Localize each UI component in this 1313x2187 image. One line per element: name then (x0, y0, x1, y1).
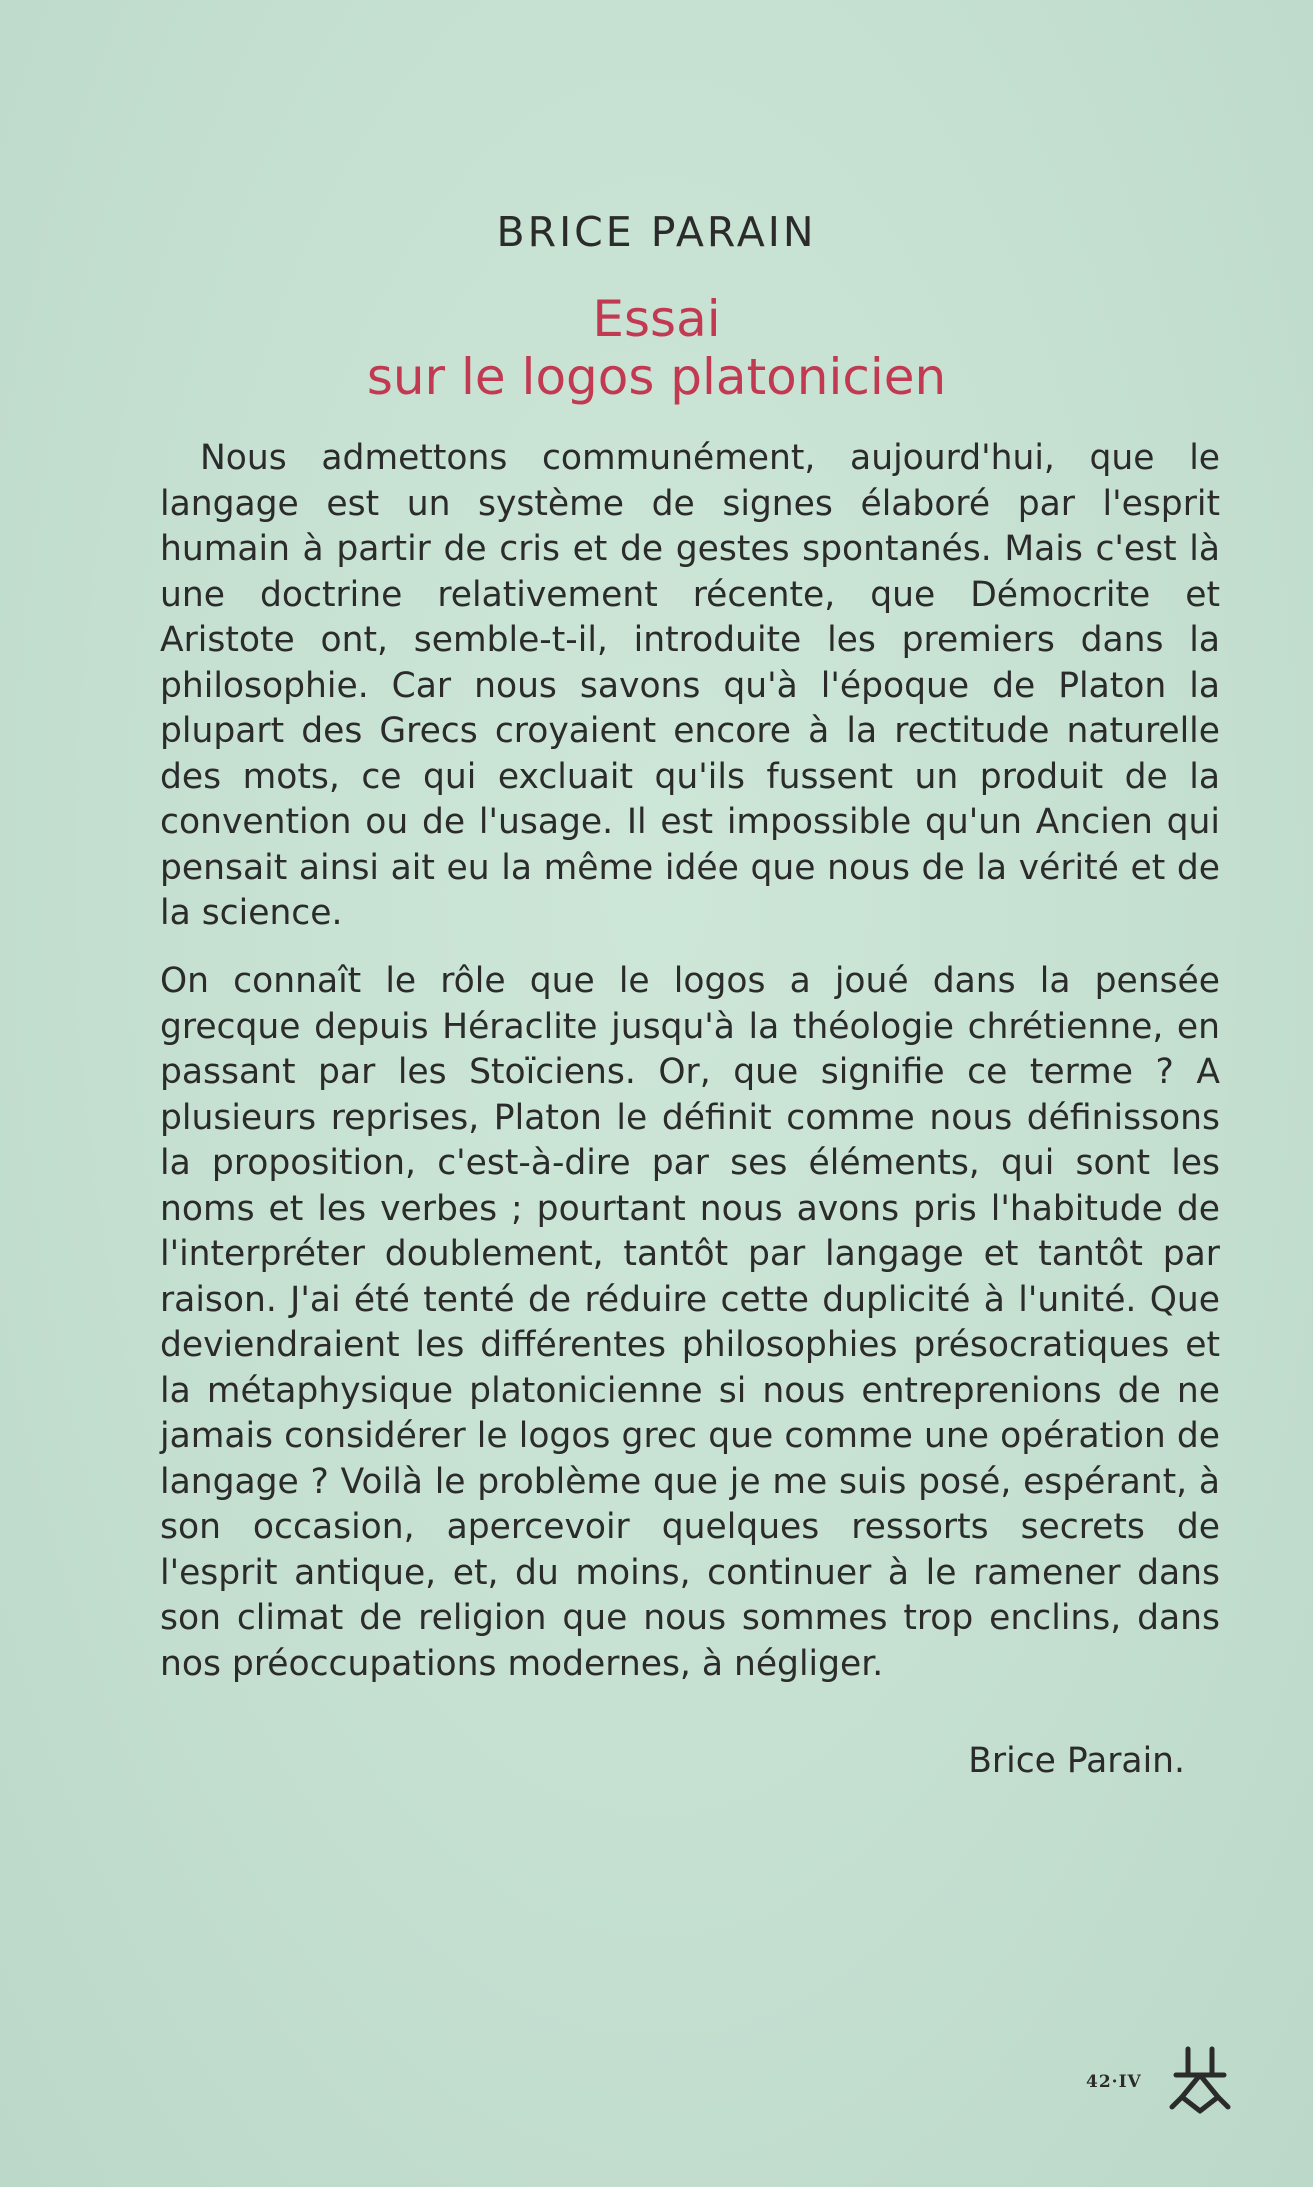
title-line-2: sur le logos platonicien (366, 348, 947, 406)
book-title (0, 290, 1313, 406)
catalog-code: 42·IV (1086, 2072, 1142, 2092)
signature: Brice Parain. (968, 1741, 1185, 1781)
paragraph-text: On connaît le rôle que le logos a joué dans la pensée grecque depuis Héraclite jusqu'à la théologie chrétienne, en passant par les Stoïciens. Or, que signifie ce terme ? A plusieurs reprises, Platon le définit comme nous définissons la proposition, c'est-à-dire par ses éléments, qui sont les noms et les verbes ; pourtant nous avons pris l'habitude de l'interpréter doublement, tantôt par langage et tantôt par raison. J'ai été tenté de réduire cette duplicité à l'unité. Que deviendraient les différentes philosophies présocratiques et la métaphysique platonicienne si nous entreprenions de ne jamais considérer le logos grec que comme une opération de langage ? Voilà le problème que je me suis posé, espérant, à son occasion, apercevoir quelques ressorts secrets de l'esprit antique, et, du moins, continuer à le ramener dans son climat de religion que nous sommes trop enclins, dans nos préoccupations modernes, à négliger. (160, 961, 1220, 1684)
author-name: BRICE PARAIN (496, 208, 817, 256)
publisher-logo-icon (1168, 2045, 1232, 2117)
blurb-paragraph-2 (160, 959, 1220, 1687)
title-line-1: Essai (592, 290, 721, 348)
blurb-paragraph-1 (160, 436, 1220, 937)
paragraph-text: Nous admettons communément, aujourd'hui, que le langage est un système de signes élaboré par l'esprit humain à partir de cris et de gestes spontanés. Mais c'est là une doctrine relativement récente, que Démocrite et Aristote ont, semble-t-il, introduite les premiers dans la philosophie. Car nous savons qu'à l'époque de Platon la plupart des Grecs croyaient encore à la rectitude naturelle des mots, ce qui excluait qu'ils fussent un produit de la convention ou de l'usage. Il est impossible qu'un Ancien qui pensait ainsi ait eu la même idée que nous de la vérité et de la science. (160, 438, 1220, 933)
